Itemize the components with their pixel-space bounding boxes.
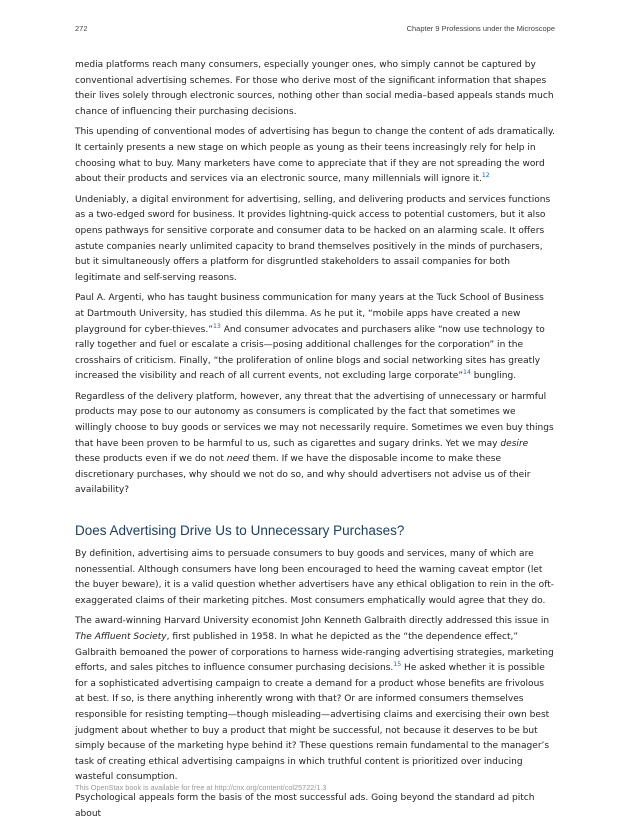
body-paragraph: Paul A. Argenti, who has taught business communication for many years at the Tuck School of Business at Dartmouth University, has studied this dilemma. As he put it, “mobile apps have created a new playground for cyber-thieves.”$^{13}$ And consumer advocates and purchasers alike “now use technology to rally together and fuel or escalate a crisis—posing additional challenges for the corporation” in the crosshairs of criticism. Finally, “the proliferation of online blogs and social networking sites has greatly increased the visibility and reach of all current events, not excluding large corporate”$^{14}$ bungling. bbox=[75, 293, 545, 382]
body-paragraph: The award-winning Harvard University economist John Kenneth Galbraith directly addressed this issue in The Affluent Society, first published in 1958. In what he depicted as the “the dependence effect,” Galbraith bemoaned the power of corporations to harness wide-ranging advertising strategies, marketing efforts, and sales pitches to influence consumer purchasing decisions.$^{15}$ He asked whether it is possible for a sophisticated advertising campaign to create a demand for a product whose benefits are frivolous at best. If so, is there anything inherently wrong with that? Or are informed consumers themselves responsible for resisting tempting—though misleading—advertising claims and exercising their own best judgment about whether to buy a product that might be successful, not because it deserves to be but simply because of the marketing hype behind it? These questions remain fundamental to the manager’s task of creating ethical advertising campaigns in which truthful content is prioritized over inducing wasteful consumption. bbox=[75, 616, 554, 783]
page-header bbox=[75, 24, 555, 38]
body-paragraph: Psychological appeals form the basis of the most successful ads. Going beyond the standard ad pitch about bbox=[75, 792, 535, 819]
page-footer: This OpenStax book is available for free at http://cnx.org/content/col25722/1.3 bbox=[75, 783, 327, 792]
book-title: The Affluent Society bbox=[75, 632, 167, 642]
body-paragraph: Undeniably, a digital environment for advertising, selling, and delivering products and services functions as a two-edged sword for business. It provides lightning-quick access to potential customers, but it also opens pathways for sensitive corporate and consumer data to be hacked on an alarming scale. It offers astute companies nearly unlimited capacity to brand themselves positively in the minds of purchasers, but it simultaneously offers a platform for disgruntled stakeholders to assail companies for both legitimate and self-serving reasons. bbox=[75, 194, 551, 283]
footnote-link-13[interactable]: 13 bbox=[212, 322, 221, 330]
page-number: 272 bbox=[75, 24, 88, 33]
body-paragraph: By definition, advertising aims to persuade consumers to buy goods and services, many of which are nonessential. Although consumers have long been encouraged to heed the warning caveat emptor (let the buyer beware), it is a valid question whether advertisers have any ethical obligation to rein in the oft-exaggerated claims of their marketing pitches. Most consumers emphatically would agree that they do. bbox=[75, 549, 555, 606]
section-heading: Does Advertising Drive Us to Unnecessary Purchases? bbox=[75, 523, 405, 539]
emphasis-need: need bbox=[226, 454, 250, 465]
footnote-link-15[interactable]: 15 bbox=[393, 661, 402, 669]
page-body bbox=[75, 58, 555, 827]
running-chapter-title: Chapter 9 Professions under the Microscope bbox=[406, 24, 555, 33]
body-paragraph: This upending of conventional modes of advertising has begun to change the content of ads dramatically. It certainly presents a new stage on which people as young as their teens increasingly rely for help in choosing what to buy. Many marketers have come to appreciate that if they are not spreading the word about their products and services via an electronic source, many millennials will ignore it.$^{12}$ bbox=[75, 127, 555, 185]
footnote-link-12[interactable]: 12 bbox=[481, 172, 490, 180]
body-paragraph: Regardless of the delivery platform, however, any threat that the advertising of unnecessary or harmful products may pose to our autonomy as consumers is complicated by the fact that sometimes we willingly choose to buy goods or services we may not necessarily require. Sometimes we even buy things that have been proven to be harmful to us, such as cigarettes and sugary drinks. Yet we may desire these products even if we do not need them. If we have the disposable income to make these discretionary purchases, why should we not do so, and why should advertisers not advise us of their availability? bbox=[75, 391, 554, 496]
footnote-link-14[interactable]: 14 bbox=[463, 369, 471, 377]
emphasis-desire: desire bbox=[500, 438, 529, 449]
body-paragraph: media platforms reach many consumers, especially younger ones, who simply cannot be captured by conventional advertising schemes. For those who derive most of the significant information that shapes their lives solely through electronic sources, nothing other than social media–based appeals stands much chance of influencing their purchasing decisions. bbox=[75, 60, 554, 117]
